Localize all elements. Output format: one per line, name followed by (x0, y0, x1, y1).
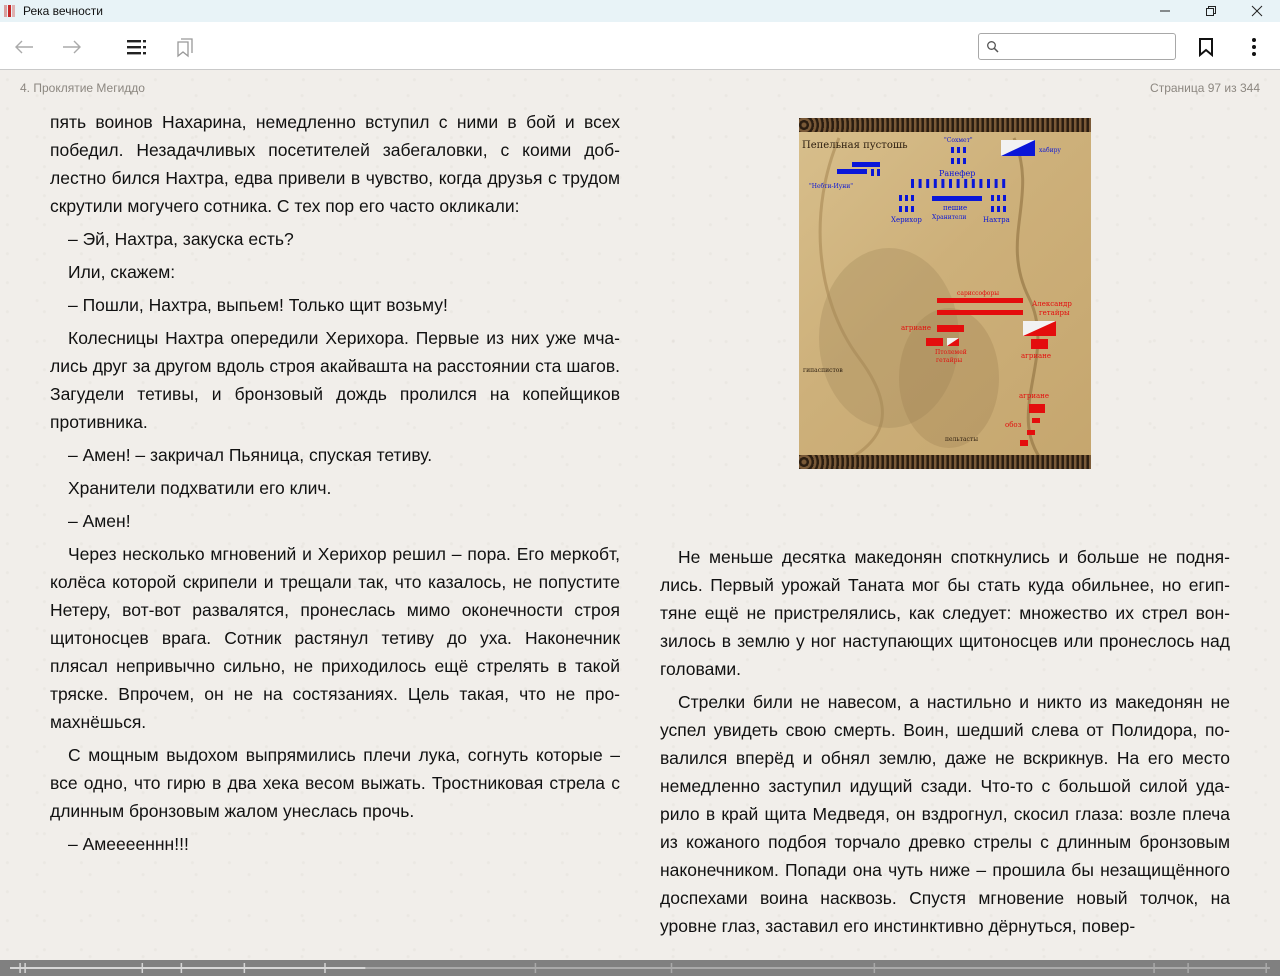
chariot-mark (979, 179, 982, 188)
map-label: сариссофоры (957, 290, 1000, 297)
agriane-block-small (926, 338, 943, 346)
close-button[interactable] (1234, 0, 1280, 22)
more-vertical-icon (1251, 37, 1257, 57)
more-menu-button[interactable] (1241, 34, 1267, 60)
map-label: агриане (901, 324, 931, 332)
sarissophors-line-1 (937, 298, 1023, 303)
arrow-right-icon (62, 39, 82, 55)
paragraph: Хранители подхватили его клич. (68, 478, 332, 498)
bookmarks-list-button[interactable] (172, 34, 198, 60)
baggage-3 (1020, 440, 1028, 446)
map-label: агриане (1019, 392, 1049, 400)
map-label: пельтасты (945, 436, 978, 443)
chariot-row-ranefer (911, 179, 1005, 188)
close-icon (1251, 5, 1263, 17)
paragraph: – Пошли, Нахтра, выпьем! Только щит возьму! (68, 295, 448, 315)
unit-block (852, 162, 880, 167)
agriane-block-2 (1031, 339, 1048, 349)
map-label: "Сохмет" (944, 137, 973, 144)
arrow-left-icon (14, 39, 34, 55)
chariot-mark (941, 179, 944, 188)
map-label: гетайры (936, 357, 963, 364)
search-icon (986, 40, 1000, 54)
chariot-mark (919, 179, 922, 188)
reader-toolbar (0, 22, 1280, 70)
bookmarks-list-icon (174, 36, 196, 58)
unit-block (837, 169, 867, 174)
chariot-mark (934, 179, 937, 188)
ornamental-border-top (799, 118, 1091, 132)
map-label: агриане (1021, 352, 1051, 360)
map-label: Александр (1032, 300, 1072, 308)
window-title: Река вечности (23, 4, 103, 18)
map-label: "Небти-Иуни" (809, 183, 854, 190)
chariot-mark (957, 179, 960, 188)
search-field[interactable] (978, 33, 1176, 60)
map-label: Ранефер (939, 169, 976, 178)
table-of-contents-button[interactable] (124, 34, 150, 60)
chariot-group-herihor (899, 195, 914, 212)
chariot-mark (1002, 179, 1005, 188)
map-label: гипаспистов (803, 367, 843, 374)
map-label: гетайры (1039, 309, 1070, 317)
left-text-column (50, 108, 620, 863)
agriane-block-3 (1029, 404, 1045, 413)
app-book-icon (4, 5, 18, 17)
back-button[interactable] (11, 34, 37, 60)
paragraph: Не меньше десятка македонян споткнулись и больше не поднялись. Первый урожай Таната мог бы стать куда обильнее, но египтяне ещё не пристрелялись, как следует: множество их стрел вонзилось в землю у ног наступающих щитоносцев или пронеслось над головами. (660, 547, 1230, 679)
chapter-title: 4. Проклятие Мегиддо (20, 81, 145, 95)
agriane-block-1 (937, 325, 964, 332)
paragraph: – Амееееннн!!! (68, 834, 189, 854)
chariot-mark (972, 179, 975, 188)
paragraph: – Амен! – закричал Пьяница, спуская тетиву. (68, 445, 433, 465)
map-label: обоз (1005, 421, 1022, 429)
progress-track[interactable] (0, 960, 1280, 976)
paragraph: Через несколько мгновений и Херихор решил – пора. Его меркобт, колёса которой скрипели и трещали так, что казалось, не попустите Нетеру, вот-вот развалятся, пронеслась мимо оконечности строя щитоносцев врага. Сотник растянул тетиву до уха. Наконечник плясал непривычно сильно, не приходилось ещё стрелять в такой тряске. Впрочем, он не на состязаниях. Цель такая, что не промахнёшься. (50, 544, 620, 732)
map-label: Херихор (891, 216, 922, 224)
chariot-mark (964, 179, 967, 188)
paragraph: – Амен! (68, 511, 131, 531)
table-of-contents-icon (126, 39, 148, 55)
paragraph: пять воинов Нахарина, немедленно вступил с ними в бой и всех победил. Незадачливых посетителей забегаловки, с коими доблестно бился Нахтра, едва привели в чувство, когда друзья с трудом скрутили могучего сотника. С тех пор его часто окликали: (50, 112, 620, 216)
paragraph: С мощным выдохом выпрямились плечи лука, согнуть которые – все одно, что гирю в два хека весом выжать. Тростниковая стрела с длинным бронзовым жалом унеслась прочь. (50, 745, 620, 821)
bookmark-button[interactable] (1193, 34, 1219, 60)
chariot-mark (987, 179, 990, 188)
minimize-button[interactable] (1142, 0, 1188, 22)
bookmark-icon (1197, 37, 1215, 57)
ornamental-border-bottom (799, 455, 1091, 469)
minimize-icon (1159, 5, 1171, 17)
map-label: Птолемей (935, 349, 967, 356)
sarissophors-line-2 (937, 310, 1023, 315)
map-label: Хранители (932, 214, 967, 221)
paragraph: Колесницы Нахтра опередили Херихора. Первые из них уже мчались друг за другом вдоль строя акайвашта на расстоянии ста шагов. Загудели тетивы, и бронзовый дождь пролился на копейщиков противника. (50, 328, 620, 432)
search-input[interactable] (1003, 37, 1171, 56)
paragraph: Или, скажем: (68, 262, 176, 282)
map-label: хабиру (1039, 147, 1061, 154)
forward-button[interactable] (59, 34, 85, 60)
chariot-group-sohmet (951, 147, 966, 164)
battle-map-illustration (799, 118, 1091, 469)
chariot-group-nakhtra (991, 195, 1006, 212)
title-bar (0, 0, 1280, 22)
baggage-2 (1027, 430, 1035, 435)
habiru-unit (1001, 140, 1035, 156)
page-indicator: Страница 97 из 344 (1150, 81, 1260, 95)
baggage-1 (1032, 418, 1040, 423)
alexander-hetairoi-unit (1023, 321, 1056, 336)
chariot-mark (995, 179, 998, 188)
paragraph: Стрелки били не навесом, а настильно и никто из македонян не успел увидеть свою смерть. Воин, шедший слева от Полидора, повалился вперёд и обнял землю, даже не вскрикнув. На его место немедленно заступил идущий сзади. Что-то с большой силой ударило в край щита Медведя, он вздрогнул, скосил глаза: возле плеча из кожаного подбоя торчало древко стрелы с длинным бронзовым наконечником. Попади она чуть ниже – прошила бы незащищённого доспехами воина насквозь. Спустя мгновение новый толчок, на уровне глаз, заставил его инстинктивно дёрнуться, повер- (660, 692, 1230, 936)
restore-button[interactable] (1188, 0, 1234, 22)
map-label: Нахтра (983, 216, 1010, 224)
chariot-mark (949, 179, 952, 188)
reading-progress-bar[interactable] (0, 960, 1280, 976)
right-text-column (660, 543, 1230, 945)
chariot-group (871, 169, 880, 176)
paragraph: – Эй, Нахтра, закуска есть? (68, 229, 294, 249)
chariot-mark (926, 179, 929, 188)
book-page (0, 71, 1280, 960)
restore-icon (1205, 5, 1217, 17)
map-title: Пепельная пустошь (802, 140, 908, 151)
chariot-mark (911, 179, 914, 188)
ptolemy-unit (947, 338, 959, 346)
map-label: пешие (943, 204, 968, 212)
infantry-block (932, 196, 982, 201)
battle-map (799, 118, 1091, 469)
